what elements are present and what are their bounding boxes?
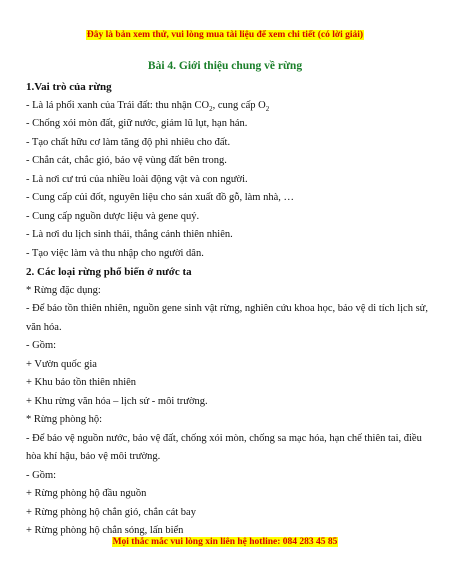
list-item: - Cung cấp củi đốt, nguyên liệu cho sản xuất đồ gỗ, làm nhà, … bbox=[26, 192, 294, 203]
list-item: + Rừng phòng hộ chắn gió, chắn cát bay bbox=[26, 506, 196, 518]
list-item: - Là nơi cư trú của nhiều loài động vật và con người. bbox=[26, 173, 248, 185]
section-heading-forest-types: 2. Các loại rừng phổ biến ở nước ta bbox=[26, 266, 192, 278]
list-item: + Vườn quốc gia bbox=[26, 358, 97, 370]
section-heading-roles: 1.Vai trò của rừng bbox=[26, 81, 112, 93]
list-item: - Chắn cát, chắc gió, bảo vệ vùng đất bên trong. bbox=[26, 155, 227, 166]
list-item: + Khu bảo tồn thiên nhiên bbox=[26, 377, 137, 388]
subsection-label-special-use: * Rừng đặc dụng: bbox=[26, 284, 101, 296]
hotline-notice-text: Mọi thắc mắc vui lòng xin liên hệ hotline: 084 283 45 85 bbox=[112, 537, 338, 547]
list-intro: - Gồm: bbox=[26, 469, 57, 481]
lesson-title: Bài 4. Giới thiệu chung về rừng bbox=[147, 60, 303, 72]
list-item-co2: - Là lá phổi xanh của Trái đất: thu nhận $CO_2$, cung cấp $O_2$ bbox=[26, 99, 270, 113]
paragraph-special-use: - Để bảo tồn thiên nhiên, nguồn gene sinh vật rừng, nghiên cứu khoa học, bảo vệ di tích lịch sử, văn hóa. bbox=[26, 303, 428, 333]
subsection-label-protective: * Rừng phòng hộ: bbox=[26, 414, 102, 425]
list-item: - Tạo chất hữu cơ làm tăng độ phì nhiêu cho đất. bbox=[26, 136, 231, 148]
preview-notice-banner bbox=[0, 24, 450, 42]
list-item: + Rừng phòng hộ đầu nguồn bbox=[26, 488, 147, 499]
list-item: - Cung cấp nguồn dược liệu và gene quý. bbox=[26, 210, 200, 222]
paragraph-protective: - Để bảo vệ nguồn nước, bảo vệ đất, chống xói mòn, chống sa mạc hóa, hạn chế thiên tai, điều hòa khí hậu, bảo vệ môi trường. bbox=[26, 432, 422, 462]
list-item: + Rừng phòng hộ chắn sóng, lấn biển bbox=[26, 525, 184, 536]
list-item: - Chống xói mòn đất, giữ nước, giảm lũ lụt, hạn hán. bbox=[26, 118, 248, 129]
hotline-notice-banner bbox=[0, 531, 450, 549]
list-intro: - Gồm: bbox=[26, 340, 57, 351]
list-item: - Tạo việc làm và thu nhập cho người dân. bbox=[26, 247, 204, 259]
list-item: + Khu rừng văn hóa – lịch sử - môi trường. bbox=[26, 395, 208, 407]
preview-notice-text: Đây là bản xem thử, vui lòng mua tài liệu để xem chi tiết (có lời giải) bbox=[86, 30, 364, 40]
list-item: - Là nơi du lịch sinh thái, thắng cảnh thiên nhiên. bbox=[26, 229, 233, 240]
document-body bbox=[26, 78, 430, 541]
